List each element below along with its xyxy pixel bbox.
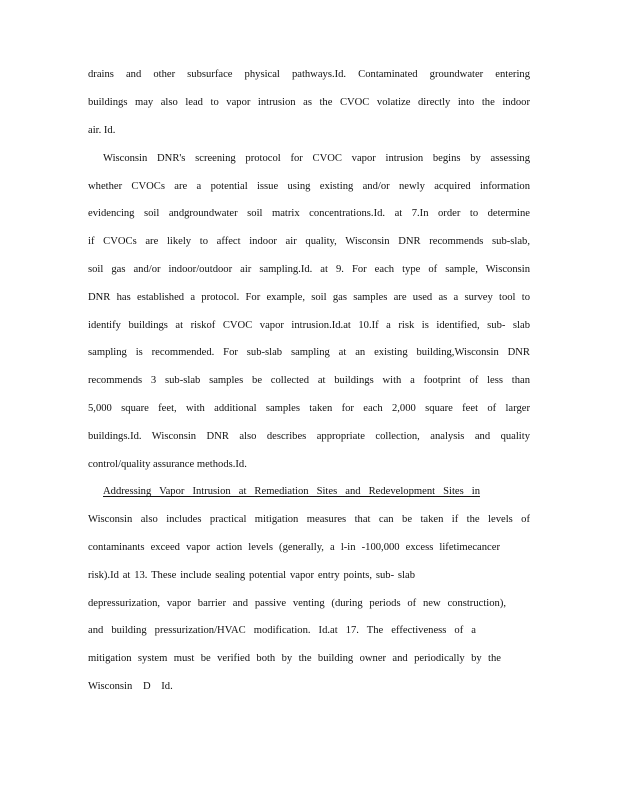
text-line-2: buildings may also lead to vapor intrusion as the CVOC volatize directly into the indoor: [88, 97, 530, 108]
text-line-17: Wisconsin also includes practical mitigation measures that can be taken if the levels of: [88, 514, 530, 525]
text-line-18: contaminants exceed vapor action levels (generally, a l-in -100,000 excess lifetimecancer: [88, 542, 500, 553]
text-line-5: whether CVOCs are a potential issue using existing and/or newly acquired information: [88, 181, 530, 192]
text-line-19: risk).Id at 13. These include sealing potential vapor entry points, sub- slab: [88, 570, 415, 581]
text-line-6: evidencing soil andgroundwater soil matrix concentrations.Id. at 7.In order to determine: [88, 208, 530, 219]
text-line-15: control/quality assurance methods.Id.: [88, 459, 247, 470]
text-line-14: buildings.Id. Wisconsin DNR also describes appropriate collection, analysis and quality: [88, 431, 530, 442]
text-line-10: identify buildings at riskof CVOC vapor intrusion.Id.at 10.If a risk is identified, sub- slab: [88, 320, 530, 331]
section-heading: Addressing Vapor Intrusion at Remediation Sites and Redevelopment Sites in: [103, 486, 480, 497]
text-line-9: DNR has established a protocol. For example, soil gas samples are used as a survey tool to: [88, 292, 530, 303]
text-line-1: drains and other subsurface physical pathways.Id. Contaminated groundwater entering: [88, 69, 530, 80]
text-line-12: recommends 3 sub-slab samples be collected at buildings with a footprint of less than: [88, 375, 530, 386]
text-line-4: Wisconsin DNR's screening protocol for CVOC vapor intrusion begins by assessing: [103, 153, 530, 164]
text-line-22: mitigation system must be verified both by the building owner and periodically by the: [88, 653, 501, 664]
text-line-13: 5,000 square feet, with additional samples taken for each 2,000 square feet of larger: [88, 403, 530, 414]
text-line-8: soil gas and/or indoor/outdoor air sampling.Id. at 9. For each type of sample, Wisconsin: [88, 264, 530, 275]
text-line-7: if CVOCs are likely to affect indoor air quality, Wisconsin DNR recommends sub-slab,: [88, 236, 530, 247]
text-line-11: sampling is recommended. For sub-slab sampling at an existing building,Wisconsin DNR: [88, 347, 530, 358]
text-line-23: Wisconsin D Id.: [88, 681, 173, 692]
text-line-20: depressurization, vapor barrier and passive venting (during periods of new construction),: [88, 598, 506, 609]
text-line-3: air. Id.: [88, 125, 116, 136]
text-line-21: and building pressurization/HVAC modification. Id.at 17. The effectiveness of a: [88, 625, 476, 636]
